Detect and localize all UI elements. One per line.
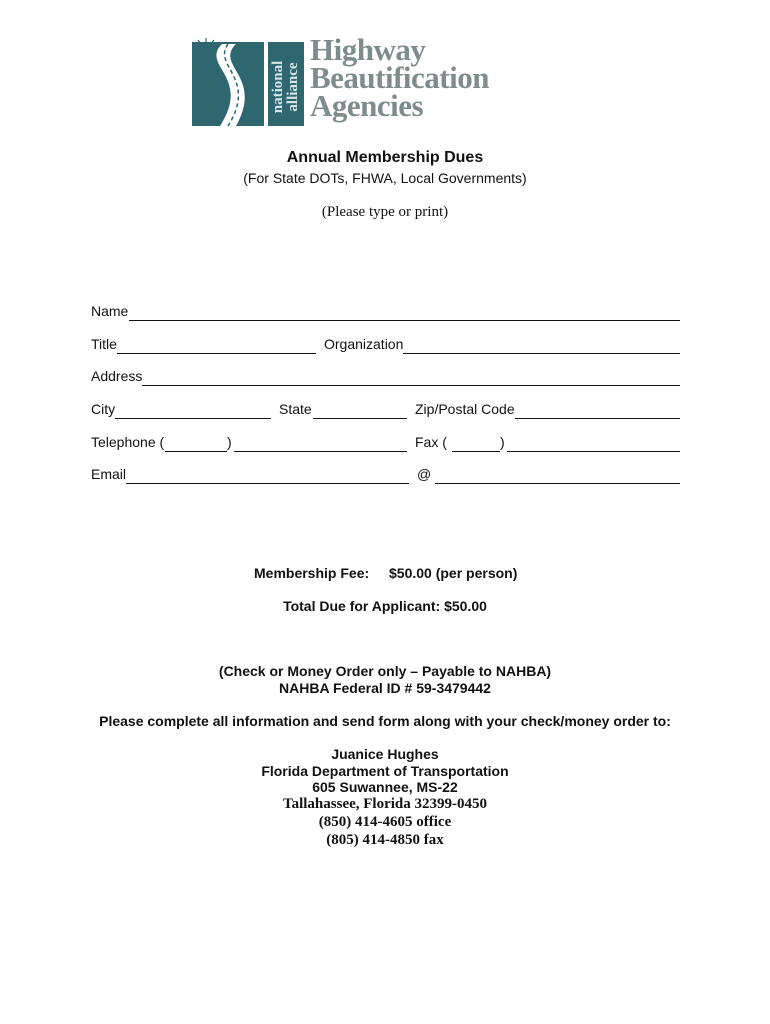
logo-word-beautification: Beautification [310, 60, 489, 95]
contact-organization: Florida Department of Transportation [261, 763, 509, 779]
fax-field[interactable] [507, 451, 680, 452]
title-label: Title [91, 336, 117, 352]
zip-label: Zip/Postal Code [415, 401, 515, 417]
fax-paren-close: ) [500, 434, 505, 450]
name-field[interactable] [129, 320, 680, 321]
total-due: Total Due for Applicant: $50.00 [283, 598, 487, 614]
telephone-label: Telephone ( [91, 434, 165, 450]
contact-name: Juanice Hughes [331, 746, 439, 762]
name-label: Name [91, 303, 129, 319]
form-subtitle: (For State DOTs, FHWA, Local Governments) [243, 170, 527, 186]
contact-city: Tallahassee, Florida 32399-0450 [282, 796, 488, 812]
form-instruction: (Please type or print) [321, 204, 449, 220]
city-field[interactable] [115, 418, 271, 419]
form-title: Annual Membership Dues [286, 149, 484, 166]
membership-fee-value: $50.00 (per person) [389, 565, 518, 581]
logo-wordmark [310, 32, 489, 123]
zip-field[interactable] [515, 418, 680, 419]
telephone-paren-close: ) [227, 434, 232, 450]
title-org-row [91, 336, 680, 356]
telephone-field[interactable] [234, 451, 407, 452]
title-field[interactable] [117, 353, 316, 354]
address-field[interactable] [142, 385, 680, 386]
at-sign: @ [417, 466, 432, 482]
organization-field[interactable] [403, 353, 680, 354]
email-label: Email [91, 466, 127, 482]
federal-id: NAHBA Federal ID # 59-3479442 [279, 680, 491, 696]
email-user-field[interactable] [126, 483, 409, 484]
address-label: Address [91, 368, 143, 384]
membership-fee-label: Membership Fee: [254, 565, 370, 581]
state-label: State [279, 401, 312, 417]
organization-label: Organization [324, 336, 404, 352]
contact-street: 605 Suwannee, MS-22 [312, 779, 458, 795]
telephone-area-code-field[interactable] [165, 451, 227, 452]
logo-word-highway: Highway [310, 32, 426, 67]
city-state-zip-row [91, 401, 680, 421]
email-domain-field[interactable] [435, 483, 680, 484]
city-label: City [91, 401, 116, 417]
email-row [91, 466, 680, 486]
logo-word-agencies: Agencies [310, 88, 424, 123]
state-field[interactable] [313, 418, 407, 419]
contact-office-phone: (850) 414-4605 office [318, 814, 452, 830]
contact-fax: (805) 414-4850 fax [326, 832, 444, 848]
address-row [91, 368, 680, 388]
payment-method: (Check or Money Order only – Payable to NAHBA) [218, 663, 552, 679]
nahba-logo [192, 32, 542, 128]
fax-area-code-field[interactable] [452, 451, 500, 452]
name-row [91, 303, 680, 323]
logo-vertical-text: national alliance [270, 60, 301, 114]
phone-fax-row [91, 434, 680, 454]
mailing-instructions: Please complete all information and send form along with your check/money order to: [99, 713, 671, 729]
fax-label: Fax ( [415, 434, 447, 450]
